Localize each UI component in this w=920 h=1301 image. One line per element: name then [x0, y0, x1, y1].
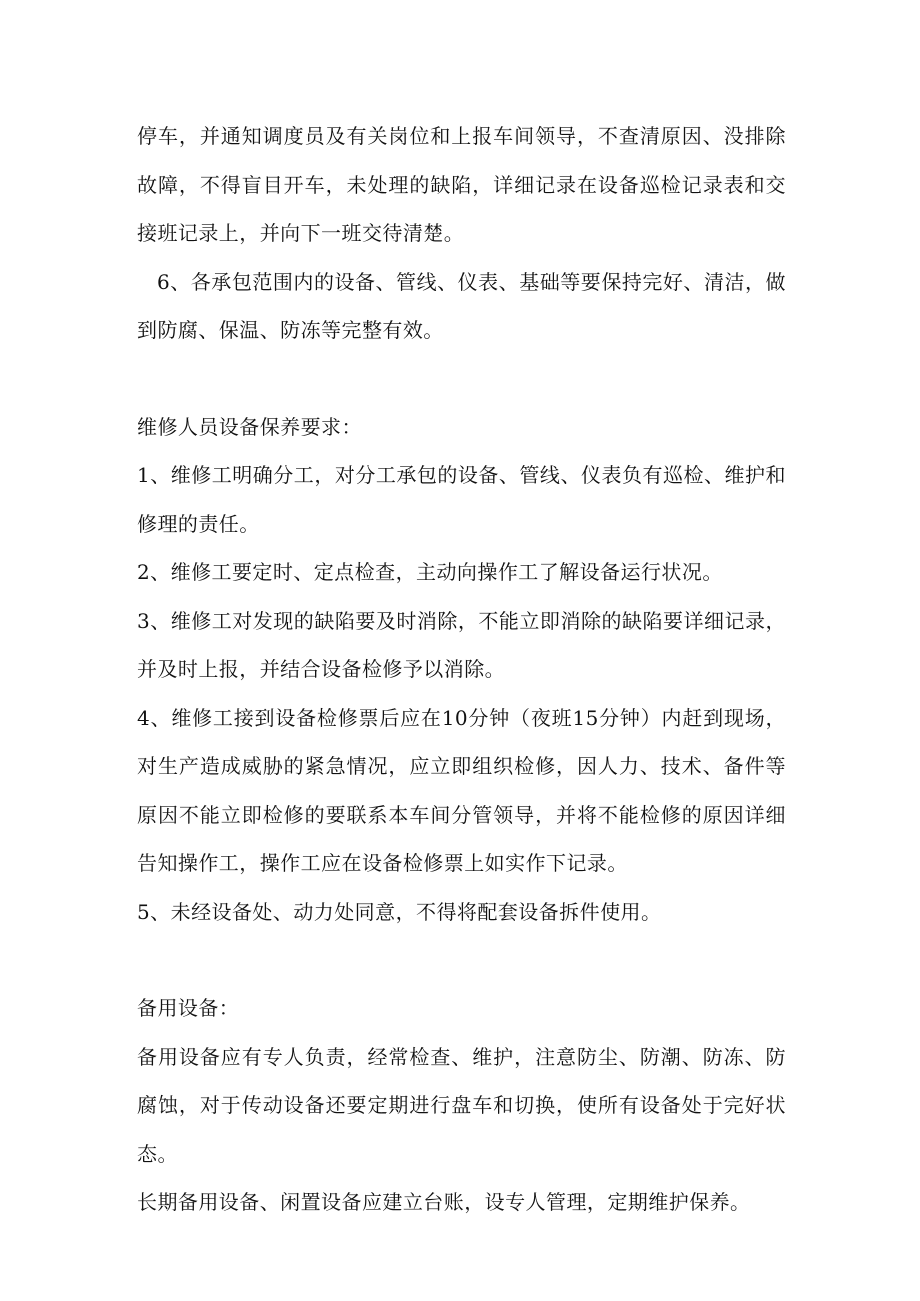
- maintenance-item-3: 3、维修工对发现的缺陷要及时消除，不能立即消除的缺陷要详细记录，并及时上报，并结合设备检修予以消除。: [137, 608, 786, 681]
- maintenance-item-4: 4、维修工接到设备检修票后应在10分钟（夜班15分钟）内赶到现场，对生产造成威胁的紧急情况，应立即组织检修，因人力、技术、备件等原因不能立即检修的要联系本车间分管领导，并将不能检修的原因详细告知操作工，操作工应在设备检修票上如实作下记录。: [137, 705, 786, 875]
- standby-section-title: 备用设备：: [137, 996, 240, 1020]
- continuation-paragraph: 停车，并通知调度员及有关岗位和上报车间领导，不查清原因、没排除故障，不得盲目开车，未处理的缺陷，详细记录在设备巡检记录表和交接班记录上，并向下一班交待清楚。: [137, 124, 786, 245]
- maintenance-section-title: 维修人员设备保养要求：: [137, 414, 362, 439]
- maintenance-item-1: 1、维修工明确分工，对分工承包的设备、管线、仪表负有巡检、维护和修理的责任。: [137, 463, 786, 536]
- maintenance-item-5: 5、未经设备处、动力处同意，不得将配套设备拆件使用。: [137, 899, 662, 924]
- standby-paragraph-1: 备用设备应有专人负责，经常检查、维护，注意防尘、防潮、防冻、防腐蚀，对于传动设备还要定期进行盘车和切换，使所有设备处于完好状态。: [137, 1044, 786, 1166]
- operator-item-6: 6、各承包范围内的设备、管线、仪表、基础等要保持完好、清洁，做到防腐、保温、防冻等完整有效。: [137, 269, 786, 342]
- maintenance-item-2: 2、维修工要定时、定点检查，主动向操作工了解设备运行状况。: [137, 560, 723, 584]
- standby-paragraph-2: 长期备用设备、闲置设备应建立台账，设专人管理，定期维护保养。: [137, 1190, 751, 1214]
